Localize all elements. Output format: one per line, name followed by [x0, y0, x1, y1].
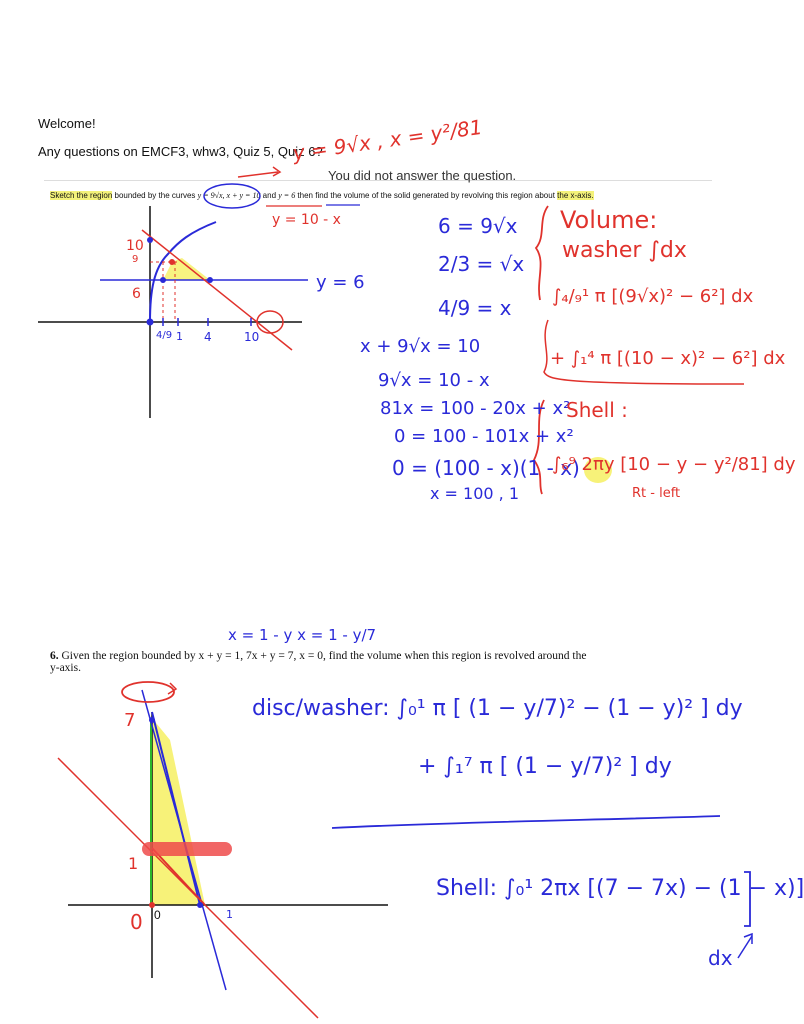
- disc-washer-integral-1: disc/washer: ∫₀¹ π [ (1 − y/7)² − (1 − y)² ] dy: [252, 696, 743, 721]
- problem-number: 6.: [50, 650, 59, 662]
- disc-washer-integral-2: + ∫₁⁷ π [ (1 − y/7)² ] dy: [418, 754, 672, 779]
- shell-integral-6: Shell: ∫₀¹ 2πx [(7 − 7x) − (1 − x)]: [436, 876, 804, 901]
- curve-2: , x + y = 10: [222, 191, 261, 200]
- washer-integral-2: + ∫₁⁴ π [(10 − x)² − 6²] dx: [550, 348, 786, 369]
- work-step-1: 6 = 9√x: [438, 214, 518, 238]
- problem6-statement: 6. Given the region bounded by x + y = 1, 7x + y = 7, x = 0, find the volume when this region is revolved around the y-axis.: [50, 650, 587, 674]
- annot-inverse-function: y = 9√x , x = y²/81: [291, 114, 484, 166]
- curve-3: y = 6: [278, 191, 296, 200]
- work-int-5: 0 = (100 - x)(1 - x): [392, 456, 580, 480]
- origin-red: 0: [130, 910, 143, 934]
- annot-solve-x: x = 1 - y x = 1 - y/7: [228, 626, 377, 644]
- washer-title: washer ∫dx: [562, 238, 687, 263]
- work-int-2: 9√x = 10 - x: [378, 370, 490, 391]
- origin-black: 0: [154, 908, 161, 922]
- shell-note: Rt - left: [632, 486, 681, 501]
- washer-integral-1: ∫₄/₉¹ π [(9√x)² − 6²] dx: [552, 286, 754, 307]
- highlight-x-axis: the x-axis.: [557, 191, 594, 200]
- tick-x-1: 1: [176, 330, 183, 343]
- work-int-6: x = 100 , 1: [430, 484, 520, 503]
- work-int-4: 0 = 100 - 101x + x²: [394, 426, 574, 447]
- graph-6: [58, 682, 752, 1018]
- tick-y-1: 1: [128, 854, 139, 873]
- shell-title: Shell :: [566, 398, 628, 422]
- graph-1: [38, 167, 360, 418]
- tick-y-9: 9: [132, 254, 139, 265]
- questions-text: Any questions on EMCF3, whw3, Quiz 5, Quiz 6?: [38, 144, 323, 159]
- tick-y-10: 10: [126, 238, 144, 254]
- shell-integral: ∫₆⁹ 2πy [10 − y − y²/81] dy: [552, 454, 796, 475]
- work-int-3: 81x = 100 - 20x + x²: [380, 398, 571, 419]
- tick-x-10: 10: [244, 330, 260, 344]
- problem1-statement: Sketch the region bounded by the curves y = 9√x, x + y = 10 and y = 6 then find the volume of the solid generated by revolving this region about the x-axis.: [50, 191, 594, 200]
- shell-dx: dx: [708, 946, 733, 970]
- tick-x-4-9: 4/9: [156, 330, 173, 341]
- work-step-3: 4/9 = x: [438, 296, 512, 320]
- annot-line-equation: y = 10 - x: [272, 212, 341, 228]
- work-step-2: 2/3 = √x: [438, 252, 525, 276]
- tick-x-4: 4: [204, 330, 212, 344]
- no-answer-notice: You did not answer the question.: [328, 168, 517, 183]
- curve-1: y = 9√x: [197, 191, 223, 200]
- label-y-6: y = 6: [316, 272, 365, 293]
- welcome-text: Welcome!: [38, 116, 96, 131]
- highlight-sketch: Sketch the region: [50, 191, 113, 200]
- tick-y-7: 7: [124, 710, 136, 731]
- tick-y-6: 6: [132, 286, 141, 302]
- volume-title: Volume:: [560, 206, 658, 234]
- tick-x-1-6: 1: [226, 908, 233, 921]
- work-int-1: x + 9√x = 10: [360, 336, 481, 357]
